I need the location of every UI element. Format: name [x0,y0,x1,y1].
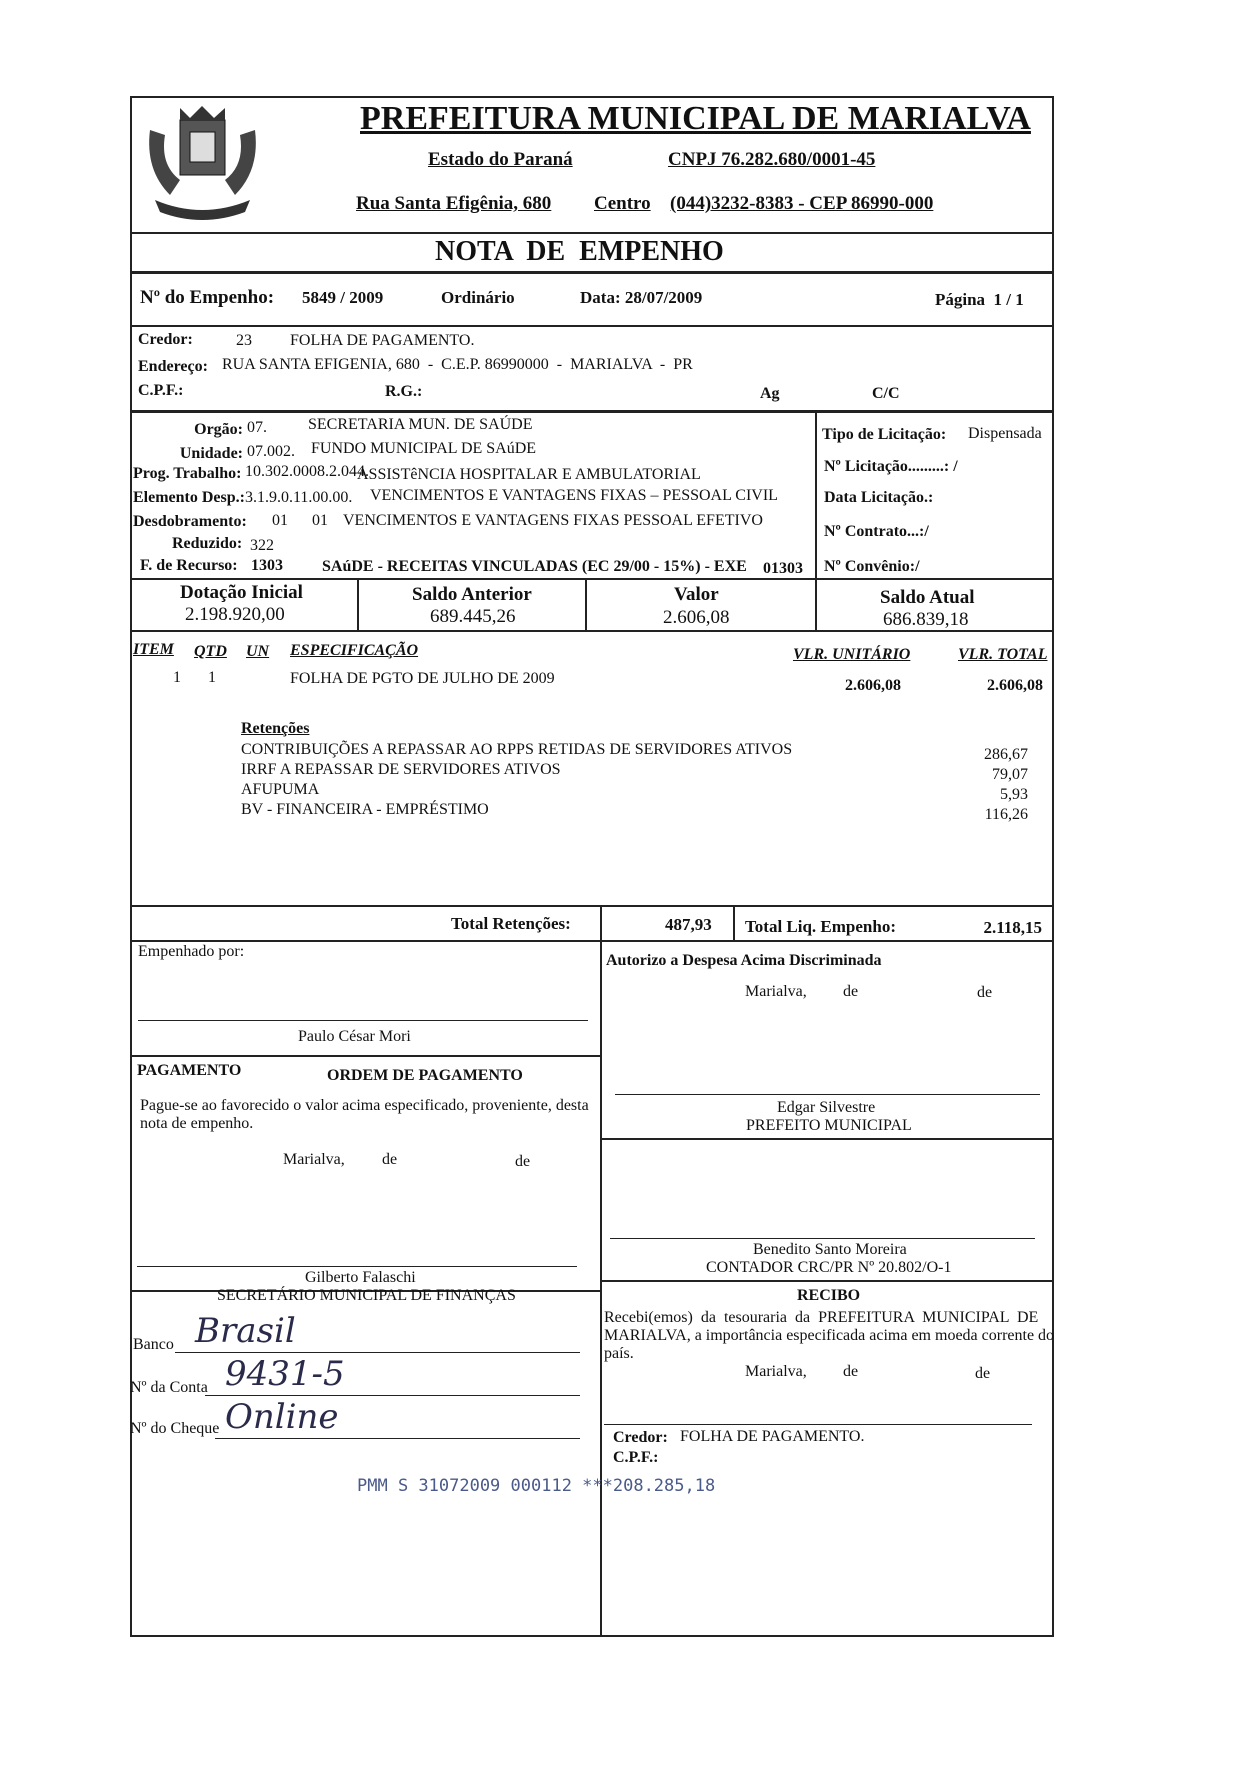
recibo-credor-label: Credor: [613,1429,668,1446]
secretario-name: Gilberto Falaschi [305,1269,416,1286]
autorizo-label: Autorizo a Despesa Acima Discriminada [606,952,882,969]
recibo-place: Marialva, [745,1363,807,1380]
recibo-text-3: país. [604,1345,634,1362]
rg-label: R.G.: [385,383,423,400]
retencao-value: 79,07 [992,766,1028,783]
saldo-anterior-value: 689.445,26 [430,606,516,627]
document-title: NOTA DE EMPENHO [435,236,724,267]
item-qtd: 1 [208,669,216,686]
pagamento-text-1: Pague-se ao favorecido o valor acima especificado, proveniente, desta [140,1097,589,1114]
banco-value: Brasil [195,1311,296,1351]
dotacao-label: Elemento Desp.: [133,489,245,506]
col-unit: VLR. UNITÁRIO [793,646,911,663]
empenho-page: Página 1 / 1 [935,290,1024,309]
pagamento-de2: de [515,1153,531,1170]
dotacao-desc: SAúDE - RECEITAS VINCULADAS (EC 29/00 - 15%) - EXE [322,558,747,575]
ordem-pagamento-label: ORDEM DE PAGAMENTO [327,1067,523,1084]
dotacao-code: 1303 [251,557,283,574]
empenho-label: Nº do Empenho: [140,287,275,308]
retencao-value: 286,67 [984,746,1028,763]
col-spec: ESPECIFICAÇÃO [290,642,419,659]
item-total-value: 2.606,08 [987,677,1043,694]
numero-licitacao: Nº Licitação.........: / [824,458,958,475]
dotacao-label: Prog. Trabalho: [133,465,242,482]
col-qtd: QTD [194,643,227,660]
header-cnpj: CNPJ 76.282.680/0001-45 [668,149,876,170]
recibo-title: RECIBO [797,1287,861,1304]
numero-convenio: Nº Convênio:/ [824,558,920,575]
dotacao-desc: VENCIMENTOS E VANTAGENS FIXAS – PESSOAL CIVIL [370,487,778,504]
dotacao-label: Unidade: [179,445,243,462]
retencao-desc: AFUPUMA [241,781,320,798]
dotacao-desc: FUNDO MUNICIPAL DE SAúDE [311,440,537,457]
dotacao-label: Orgão: [194,421,243,438]
col-un: UN [246,643,270,660]
header-title: PREFEITURA MUNICIPAL DE MARIALVA [360,100,1031,137]
dotacao-code: 322 [250,537,274,554]
contador-role: CONTADOR CRC/PR Nº 20.802/O-1 [706,1259,952,1276]
cheque-label: Nº do Cheque [130,1420,220,1437]
autorizo-de1: de [843,983,859,1000]
dotacao-inicial-label: Dotação Inicial [180,582,303,603]
dotacao-label: F. de Recurso: [140,557,238,574]
retencao-desc: CONTRIBUIÇÕES A REPASSAR AO RPPS RETIDAS DE SERVIDORES ATIVOS [241,741,793,758]
cheque-value: Online [225,1397,339,1437]
col-item: ITEM [133,641,174,658]
pagamento-label: PAGAMENTO [137,1062,242,1079]
ag-label: Ag [760,385,780,402]
saldo-atual-label: Saldo Atual [880,587,975,608]
dotacao-desc: VENCIMENTOS E VANTAGENS FIXAS PESSOAL EFETIVO [343,512,763,529]
retencoes-title: Retenções [241,720,310,737]
col-total: VLR. TOTAL [958,646,1048,663]
empenho-type: Ordinário [441,288,515,307]
dotacao-inicial-value: 2.198.920,00 [185,604,285,625]
dotacao-extra: 01303 [763,560,803,577]
municipal-coat-of-arms-icon [140,100,265,225]
credor-code: 23 [236,332,252,349]
saldo-anterior-label: Saldo Anterior [412,584,532,605]
recibo-credor-value: FOLHA DE PAGAMENTO. [680,1428,865,1445]
total-liquido-value: 2.118,15 [983,918,1042,937]
conta-label: Nº da Conta [130,1379,208,1396]
numero-contrato: Nº Contrato...:/ [824,523,929,540]
footer-authentication: PMM S 31072009 000112 ***208.285,18 [357,1476,716,1496]
cpf-label: C.P.F.: [138,382,184,399]
dotacao-code: 3.1.9.0.11.00.00. [245,489,353,506]
pagamento-place: Marialva, [283,1151,345,1168]
address-label: Endereço: [138,358,208,375]
credor-label: Credor: [138,331,193,348]
item-number: 1 [173,669,181,686]
dotacao-desc: SECRETARIA MUN. DE SAÚDE [308,416,533,433]
total-retencoes-label: Total Retenções: [451,914,571,933]
valor-value: 2.606,08 [663,607,730,628]
empenhado-name: Paulo César Mori [298,1028,411,1045]
contador-name: Benedito Santo Moreira [753,1241,907,1258]
dotacao-code: 10.302.0008.2.044. [245,463,369,480]
tipo-licitacao-value: Dispensada [968,425,1042,442]
dotacao-label: Reduzido: [172,535,243,552]
total-liquido-label: Total Liq. Empenho: [745,917,896,936]
header-phone: (044)3232-8383 - CEP 86990-000 [670,193,934,214]
recibo-cpf-label: C.P.F.: [613,1449,659,1466]
prefeito-role: PREFEITO MUNICIPAL [746,1117,912,1134]
header-state: Estado do Paraná [428,149,573,170]
empenho-number: 5849 / 2009 [302,288,384,307]
empenho-date: Data: 28/07/2009 [580,288,703,307]
dotacao-label: Desdobramento: [133,513,247,530]
dotacao-code: 07.002. [247,443,295,460]
valor-label: Valor [674,584,719,605]
header-district: Centro [594,193,651,214]
pagamento-de1: de [382,1151,398,1168]
retencao-value: 5,93 [1000,786,1028,803]
dotacao-code: 01 01 [272,512,328,529]
retencao-desc: IRRF A REPASSAR DE SERVIDORES ATIVOS [241,761,561,778]
banco-label: Banco [133,1336,174,1353]
empenhado-label: Empenhado por: [138,943,245,960]
item-spec: FOLHA DE PGTO DE JULHO DE 2009 [290,670,555,687]
prefeito-name: Edgar Silvestre [777,1099,876,1116]
credor-address: RUA SANTA EFIGENIA, 680 - C.E.P. 86990000 - MARIALVA - PR [222,356,693,373]
header-address: Rua Santa Efigênia, 680 [356,193,552,214]
conta-value: 9431-5 [225,1354,345,1394]
secretario-role: SECRETÁRIO MUNICIPAL DE FINANÇAS [217,1287,516,1304]
dotacao-desc: ASSISTêNCIA HOSPITALAR E AMBULATORIAL [357,466,701,483]
pagamento-text-2: nota de empenho. [140,1115,254,1132]
retencao-value: 116,26 [984,806,1028,823]
saldo-atual-value: 686.839,18 [883,609,969,630]
cc-label: C/C [872,385,900,402]
item-unit-value: 2.606,08 [845,677,901,694]
dotacao-code: 07. [247,419,267,436]
autorizo-place: Marialva, [745,983,807,1000]
data-licitacao: Data Licitação.: [824,489,934,506]
retencao-desc: BV - FINANCEIRA - EMPRÉSTIMO [241,801,489,818]
recibo-de2: de [975,1365,991,1382]
credor-name: FOLHA DE PAGAMENTO. [290,332,475,349]
recibo-text-2: MARIALVA, a importância especificada acima em moeda corrente do [604,1327,1055,1344]
autorizo-de2: de [977,984,993,1001]
tipo-licitacao-label: Tipo de Licitação: [822,426,947,443]
recibo-de1: de [843,1363,859,1380]
total-retencoes-value: 487,93 [665,915,712,934]
recibo-text-1: Recebi(emos) da tesouraria da PREFEITURA MUNICIPAL DE [604,1309,1039,1326]
